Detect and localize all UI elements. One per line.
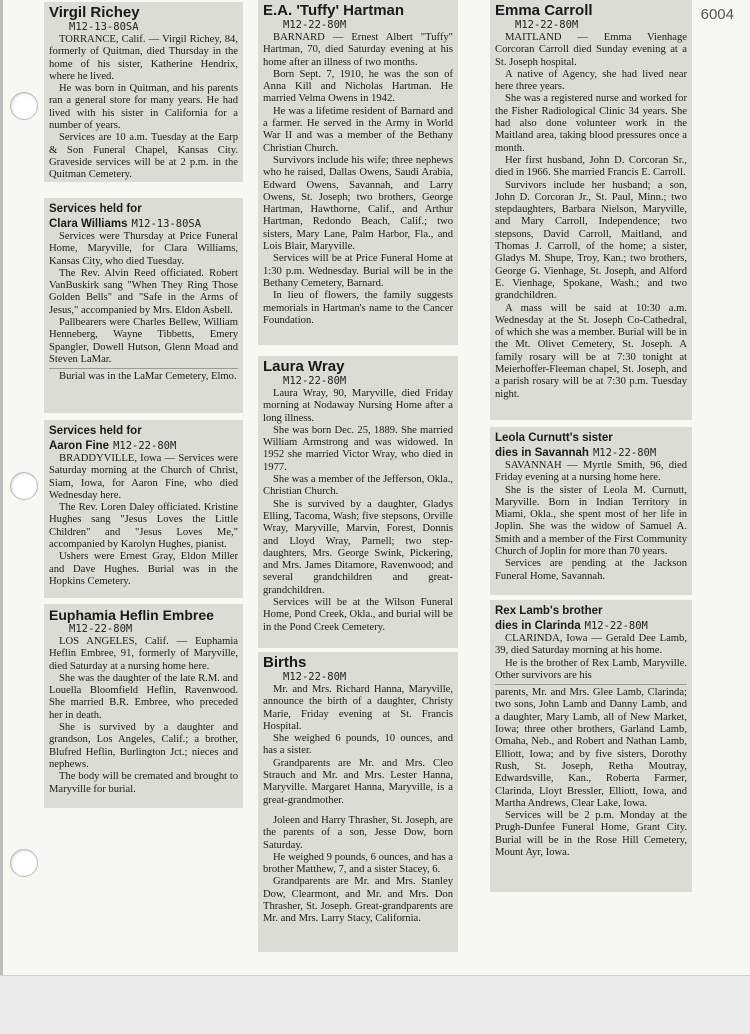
paragraph: MAITLAND — Emma Vienhage Corcoran Carroll died Sunday evening at a St. Joseph hospital. (495, 32, 687, 68)
paragraph: Burial was in the LaMar Cemetery, Elmo. (59, 371, 237, 383)
paragraph: Services will be at the Wilson Funeral Home, Pond Creek, Okla., and burial will be in the Pond Creek Cemetery. (263, 597, 453, 633)
clipping-tuffy-hartman (258, 0, 458, 345)
handwritten-date: M12-22-80M (113, 440, 177, 452)
obituary-title: E.A. 'Tuffy' Hartman (263, 2, 405, 19)
paragraph: Born Sept. 7, 1910, he was the son of Anna Kill and Nicholas Hartman. He married Velma Owens in 1942. (263, 68, 453, 105)
paragraph: Pallbearers were Charles Bellew, William Henneberg, Wayne Tibbetts, Emery Spangler, Dowell Hutson, Glenn Moad and Steven LaMar. (49, 317, 238, 365)
punch-hole (10, 472, 38, 500)
handwritten-date: M12-22-80M (584, 620, 648, 632)
clipping-virgil-richey (44, 2, 243, 182)
obituary-title: Virgil Richey (49, 4, 140, 21)
paragraph: She was a registered nurse and worked for the Fisher Radiological Clinic 34 years. She had also done volunteer work in the Maitland area, taking blood pressures once a month. (495, 93, 687, 154)
paragraph: Grandparents are Mr. and Mrs. Cleo Strauch and Mr. and Mrs. Lester Hanna, Maryville. Margaret Hanna, Maryville, is a great-grandmother. (263, 757, 453, 806)
paragraph: In lieu of flowers, the family suggests memorials in Hartman's name to the Cancer Foundation. (263, 290, 453, 326)
obituary-title: Laura Wray (263, 358, 345, 375)
paragraph: He was born in Quitman, and his parents ran a general store for many years. He had lived with his sister in California for a number of years. (49, 83, 238, 132)
paragraph: She is survived by a daughter, Gladys Elling, Tacoma, Wash; five stepsons, Orville Wray, Maryville, Marvin, Forest, Donnis and Lloyd Wray, Parnell; two step-daughters, Mrs. George Swink, Pickering, and Mrs. James Ditamore, Ravenwood; and several grandchildren and great-grandchildren. (263, 498, 453, 596)
paragraph: Services will be at Price Funeral Home at 1:30 p.m. Wednesday. Burial will be in the Bethany Cemetery, Barnard. (263, 253, 453, 289)
paragraph: Mr. and Mrs. Richard Hanna, Maryville, announce the birth of a daughter, Christy Marie, Friday evening at St. Francis Hospital. (263, 684, 453, 732)
handwritten-date: M12-22-80M (592, 447, 657, 459)
headline-text: Aaron Fine (49, 440, 110, 452)
paragraph: A mass will be said at 10:30 a.m. Wednesday at the St. Joseph Co-Cathedral, of which she was a member. Burial will be in the Mt. Olivet Cemetery, St. Joseph. A family rosary will be at 7:30 tonight at Meierhoffer-Fleeman chapel, St. Joseph, and a parish rosary will be at 7:30 p.m. Tuesday night. (495, 302, 687, 400)
paragraph: parents, Mr. and Mrs. Glee Lamb, Clarinda; two sons, John Lamb and Danny Lamb, and a daughter, Mary Lamb, all of New Market, Iowa; three other brothers, Garland Lamb, Omaha, Neb., and Robert and Nathan Lamb, Elliott, Iowa; and by five sisters, Dorothy Rush, St. Joseph, Retha Moutray, Edwardsville, Kan., Roberta Farmer, Clarinda, Lloyt Bressler, Elliott, Iowa, and Martha Andrews, Clear Lake, Iowa. (495, 687, 687, 809)
obituary-title: Euphamia Heflin Embree (49, 607, 214, 623)
paragraph: She was born Dec. 25, 1889. She married William Armstrong and was widowed. In 1952 she married Victor Wray, who died in 1977. (263, 424, 453, 473)
paragraph: He is the brother of Rex Lamb, Maryville. Other survivors are his (495, 657, 687, 681)
headline-name (495, 620, 687, 633)
paragraph: She weighed 6 pounds, 10 ounces, and has a sister. (263, 733, 453, 757)
headline: Services held for (49, 203, 142, 215)
paragraph: LOS ANGELES, Calif. — Euphamia Heflin Embree, 91, formerly of Maryville, died Saturday at a nursing home here. (49, 636, 238, 672)
handwritten-date: M12-22-80M (283, 375, 347, 387)
clipping-births (258, 652, 458, 952)
handwritten-date: M12-22-80M (283, 671, 347, 683)
paragraph: TORRANCE, Calif. — Virgil Richey, 84, formerly of Quitman, died Thursday in the home of his sister, Katherine Hendrix, where he lived. (49, 34, 238, 82)
paragraph: She was a member of the Jefferson, Okla., Christian Church. (263, 474, 453, 498)
paragraph: BRADDYVILLE, Iowa — Services were Saturday morning at the Church of Christ, Siam, Iowa, for Aaron Fine, who died Wednesday here. (49, 453, 238, 501)
headline-text: dies in Clarinda (495, 620, 581, 632)
handwritten-date: M12-13-80SA (131, 218, 202, 230)
divider (495, 684, 687, 685)
handwritten-date: M12-22-80M (69, 623, 133, 635)
paragraph: Survivors include his wife; three nephews who he raised, Dallas Owens, Saudi Arabia, Edward Owens, Savannah, and Larry Owens, St. Joseph; two brothers, George Hartman, Hawthorne, Calif., and Arthur Hartman, Redondo Beach, Calif.; two sisters, Mary Lane, Palm Harbor, Fla., and Lois Blair, Maryville. (263, 154, 453, 253)
paragraph: Joleen and Harry Thrasher, St. Joseph, are the parents of a son, Jesse Dow, born Saturday. (263, 814, 453, 851)
paragraph: Ushers were Ernest Gray, Eldon Miller and Dave Hughes. Burial was in the Hopkins Cemetery. (49, 551, 238, 587)
obituary-title: Emma Carroll (495, 2, 593, 19)
headline-text: dies in Savannah (495, 447, 589, 459)
handwritten-date: M12-22-80M (515, 19, 579, 31)
paragraph: Her first husband, John D. Corcoran Sr., died in 1966. She married Francis E. Carroll. (495, 154, 687, 179)
handwritten-date: M12-13-80SA (69, 21, 139, 33)
paragraph: Services will be 2 p.m. Monday at the Prugh-Dunfee Funeral Home, Grant City. Burial will be in the Rose Hill Cemetery, Mount Ayr, Iowa. (495, 810, 687, 859)
paragraph: CLARINDA, Iowa — Gerald Dee Lamb, 39, died Saturday morning at his home. (495, 633, 687, 657)
paragraph: Services were Thursday at Price Funeral Home, Maryville, for Clara Williams, Kansas City, who died Tuesday. (49, 231, 238, 267)
paragraph: The Rev. Loren Daley officiated. Kristine Hughes sang "Jesus Loves the Little Children" and "Jesus Loves Me," accompanied by Karolyn Hughes, pianist. (49, 502, 238, 551)
divider (49, 368, 238, 369)
headline-name (495, 447, 687, 460)
paragraph: Laura Wray, 90, Maryville, died Friday morning at Nodaway Nursing Home after a long illness. (263, 388, 453, 424)
binder-edge (0, 0, 3, 1033)
paragraph: BARNARD — Ernest Albert "Tuffy" Hartman, 70, died Saturday evening at his home after an illness of two months. (263, 32, 453, 68)
paragraph: Services are pending at the Jackson Funeral Home, Savannah. (495, 558, 687, 582)
paragraph: SAVANNAH — Myrtle Smith, 96, died Friday evening at a nursing home here. (495, 460, 687, 484)
clipping-euphamia-embree (44, 604, 243, 808)
paragraph: The body will be cremated and brought to Maryville for burial. (49, 771, 238, 795)
headline: Services held for (49, 425, 142, 437)
paragraph: He was a lifetime resident of Barnard and a farmer. He served in the Army in World War II and was a member of the Bethany Christian Church. (263, 105, 453, 154)
clipping-aaron-fine (44, 420, 243, 598)
paragraph: Survivors include her husband; a son, John D. Corcoran Jr., St. Paul, Minn.; two stepdaughters, Barbara Nielson, Maryville, and Mary Carroll, Independence; two stepsons, David Carroll, Maitland, and Thomas J. Carroll, of the home; a sister, Gladys M. Shupe, Troy, Kan.; two brothers, George G. Vienhage, St. Joseph, and Alford E. Vienhage, Spokane, Wash.; and two grandchildren. (495, 179, 687, 302)
paragraph: He weighed 9 pounds, 6 ounces, and has a brother Matthew, 7, and a sister Stacey, 6. (263, 851, 453, 876)
section-title: Births (263, 654, 307, 671)
paragraph: She is survived by a daughter and grandson, Los Angeles, Calif.; a brother, Blufred Heflin, Burlington Jct.; nieces and nephews. (49, 722, 238, 770)
headline-name (49, 440, 238, 453)
handwritten-date: M12-22-80M (283, 19, 347, 31)
punch-hole (10, 849, 38, 877)
punch-hole (10, 92, 38, 120)
spacer (263, 807, 453, 815)
clipping-gerald-lamb (490, 600, 692, 892)
clipping-myrtle-smith (490, 427, 692, 595)
headline: Leola Curnutt's sister (495, 432, 613, 444)
page-bottom-edge (0, 975, 750, 1034)
paragraph: A native of Agency, she had lived near here three years. (495, 68, 687, 93)
paragraph: She is the sister of Leola M. Curnutt, Maryville. Born in Indian Territory in Miami, Okla., she spent most of her life in Joplin. She was the widow of Samuel A. Smith and a member of the First Community Church of Joplin for more than 70 years. (495, 484, 687, 558)
headline-text: Clara Williams (49, 218, 128, 230)
paragraph: Grandparents are Mr. and Mrs. Stanley Dow, Clearmont, and Mr. and Mrs. Don Thrasher, St. Joseph. Great-grandparents are Mr. and Mrs. Larry Stacy, California. (263, 876, 453, 925)
paragraph: She was the daughter of the late R.M. and Louella Bloomfield Heflin, Ravenwood. She married B.R. Embree, who preceded her in death. (49, 672, 238, 721)
clipping-emma-carroll (490, 0, 692, 420)
page-number: 6004 (700, 6, 734, 23)
clipping-clara-williams (44, 198, 243, 413)
paragraph: The Rev. Alvin Reed officiated. Robert VanBuskirk sang "When They Ring Those Golden Bells" and "Safe in the Arms of Jesus," accompanied by Mrs. Eldon Asbell. (49, 267, 238, 316)
headline-name (49, 218, 238, 231)
paragraph: Services are 10 a.m. Tuesday at the Earp & Son Funeral Chapel, Kansas City. Graveside services will be at 2 p.m. in the Quitman Cemetery. (49, 132, 238, 181)
headline: Rex Lamb's brother (495, 605, 603, 617)
clipping-laura-wray (258, 356, 458, 648)
